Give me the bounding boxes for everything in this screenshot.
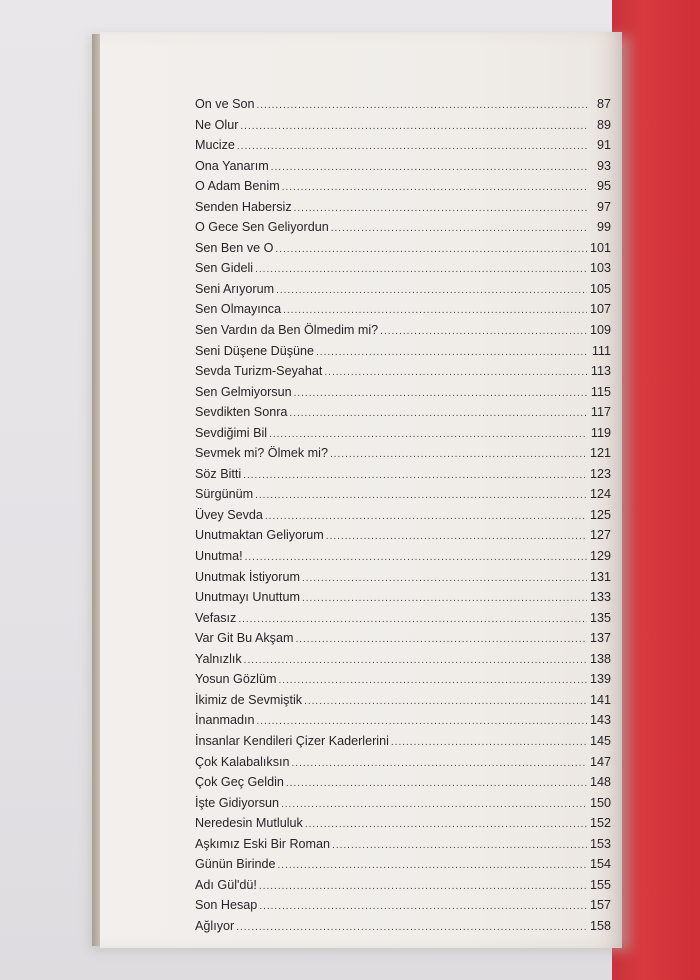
toc-leader-dots xyxy=(236,918,587,939)
toc-entry xyxy=(195,628,611,649)
toc-entry-page-number: 148 xyxy=(589,775,611,790)
toc-entry-page-number: 147 xyxy=(589,754,611,769)
toc-leader-dots xyxy=(282,178,587,199)
toc-leader-dots xyxy=(302,569,587,590)
toc-entry xyxy=(195,546,611,567)
toc-entry-page-number: 101 xyxy=(589,240,611,255)
toc-entry-title: İşte Gidiyorsun xyxy=(195,795,279,810)
toc-entry xyxy=(195,608,611,629)
toc-entry xyxy=(195,341,611,362)
toc-entry-page-number: 119 xyxy=(590,425,611,440)
toc-entry-title: Sen Gideli xyxy=(195,261,254,276)
toc-leader-dots xyxy=(276,281,587,302)
toc-entry-title: Unutmak İstiyorum xyxy=(195,569,300,584)
toc-entry-page-number: 113 xyxy=(590,364,611,379)
toc-leader-dots xyxy=(255,486,587,507)
toc-entry-page-number: 141 xyxy=(589,692,611,707)
toc-leader-dots xyxy=(391,733,587,754)
toc-entry-page-number: 135 xyxy=(589,610,611,625)
toc-entry-page-number: 150 xyxy=(589,795,611,810)
toc-entry-title: Yosun Gözlüm xyxy=(195,672,277,687)
toc-entry-title: Üvey Sevda xyxy=(195,507,263,522)
toc-entry-page-number: 153 xyxy=(589,836,611,851)
toc-entry xyxy=(195,834,611,855)
toc-entry-page-number: 145 xyxy=(589,733,611,748)
toc-entry-page-number: 103 xyxy=(589,261,611,276)
toc-leader-dots xyxy=(332,836,587,857)
toc-leader-dots xyxy=(275,240,587,261)
toc-entry-title: Ağlıyor xyxy=(195,918,235,933)
toc-entry xyxy=(195,752,611,773)
toc-entry xyxy=(195,320,611,341)
toc-entry-title: Neredesin Mutluluk xyxy=(195,816,303,831)
toc-entry-title: Aşkımız Eski Bir Roman xyxy=(195,836,331,851)
toc-entry-title: Ne Olur xyxy=(195,117,239,132)
toc-entry xyxy=(195,669,611,690)
toc-entry xyxy=(195,217,611,238)
toc-entry-page-number: 157 xyxy=(589,898,611,913)
toc-leader-dots xyxy=(294,384,587,405)
toc-leader-dots xyxy=(302,589,587,610)
toc-entry xyxy=(195,916,611,937)
toc-entry-page-number: 124 xyxy=(589,487,611,502)
toc-entry-page-number: 99 xyxy=(596,220,611,235)
table-of-contents xyxy=(195,94,611,936)
toc-entry-page-number: 133 xyxy=(589,590,611,605)
toc-entry-page-number: 89 xyxy=(596,117,611,132)
toc-leader-dots xyxy=(281,795,587,816)
toc-leader-dots xyxy=(283,301,587,322)
toc-entry xyxy=(195,156,611,177)
toc-entry-page-number: 127 xyxy=(589,528,611,543)
toc-entry xyxy=(195,710,611,731)
toc-entry-page-number: 155 xyxy=(589,877,611,892)
toc-entry xyxy=(195,649,611,670)
toc-leader-dots xyxy=(289,404,587,425)
toc-entry xyxy=(195,258,611,279)
toc-leader-dots xyxy=(237,137,587,158)
toc-leader-dots xyxy=(380,322,587,343)
toc-entry-page-number: 97 xyxy=(596,199,611,214)
toc-entry xyxy=(195,197,611,218)
toc-entry-page-number: 139 xyxy=(589,672,611,687)
toc-leader-dots xyxy=(243,466,587,487)
toc-leader-dots xyxy=(240,117,587,138)
toc-entry xyxy=(195,793,611,814)
toc-entry-title: Ona Yanarım xyxy=(195,158,269,173)
toc-entry-title: Çok Kalabalıksın xyxy=(195,754,290,769)
toc-entry-title: Seni Düşene Düşüne xyxy=(195,343,315,358)
toc-entry-page-number: 115 xyxy=(590,384,611,399)
toc-leader-dots xyxy=(295,630,587,651)
toc-leader-dots xyxy=(324,363,587,384)
toc-entry-title: Unutmaktan Geliyorum xyxy=(195,528,324,543)
toc-leader-dots xyxy=(292,754,587,775)
toc-entry-title: Sevmek mi? Ölmek mi? xyxy=(195,446,328,461)
toc-leader-dots xyxy=(330,445,587,466)
toc-entry-page-number: 107 xyxy=(589,302,611,317)
toc-entry-page-number: 152 xyxy=(589,816,611,831)
toc-entry-title: Var Git Bu Akşam xyxy=(195,631,294,646)
toc-entry-title: Çok Geç Geldin xyxy=(195,775,284,790)
toc-entry-page-number: 143 xyxy=(589,713,611,728)
toc-entry-title: Sen Ben ve O xyxy=(195,240,274,255)
toc-entry-title: Unutma! xyxy=(195,549,243,564)
toc-entry-page-number: 95 xyxy=(596,179,611,194)
toc-leader-dots xyxy=(278,856,587,877)
toc-leader-dots xyxy=(245,548,587,569)
toc-entry-page-number: 158 xyxy=(589,918,611,933)
toc-entry xyxy=(195,423,611,444)
toc-leader-dots xyxy=(271,158,587,179)
toc-entry-page-number: 137 xyxy=(589,631,611,646)
toc-entry xyxy=(195,484,611,505)
toc-leader-dots xyxy=(326,527,587,548)
toc-entry-title: Sevda Turizm-Seyahat xyxy=(195,364,323,379)
toc-entry-title: Sevdiğimi Bil xyxy=(195,425,268,440)
toc-leader-dots xyxy=(257,712,587,733)
toc-entry xyxy=(195,238,611,259)
toc-entry xyxy=(195,464,611,485)
toc-entry-title: O Adam Benim xyxy=(195,179,280,194)
toc-leader-dots xyxy=(255,260,587,281)
toc-entry xyxy=(195,813,611,834)
toc-entry xyxy=(195,587,611,608)
toc-leader-dots xyxy=(259,877,587,898)
toc-leader-dots xyxy=(244,651,587,672)
toc-entry-page-number: 129 xyxy=(589,549,611,564)
toc-entry-page-number: 93 xyxy=(596,158,611,173)
toc-entry-page-number: 131 xyxy=(589,569,611,584)
toc-entry-title: Unutmayı Unuttum xyxy=(195,590,300,605)
toc-entry-page-number: 154 xyxy=(589,857,611,872)
toc-entry-title: Sevdikten Sonra xyxy=(195,405,288,420)
toc-entry-title: Sen Gelmiyorsun xyxy=(195,384,292,399)
toc-entry xyxy=(195,402,611,423)
toc-entry xyxy=(195,176,611,197)
toc-leader-dots xyxy=(278,671,587,692)
toc-entry xyxy=(195,361,611,382)
toc-entry-title: İkimiz de Sevmiştik xyxy=(195,692,303,707)
toc-entry-title: Vefasız xyxy=(195,610,237,625)
toc-entry-title: O Gece Sen Geliyordun xyxy=(195,220,329,235)
toc-entry xyxy=(195,299,611,320)
toc-leader-dots xyxy=(269,425,587,446)
toc-leader-dots xyxy=(238,610,587,631)
toc-entry-title: Söz Bitti xyxy=(195,466,242,481)
toc-entry xyxy=(195,525,611,546)
toc-entry xyxy=(195,567,611,588)
toc-leader-dots xyxy=(265,507,587,528)
toc-leader-dots xyxy=(257,96,587,117)
toc-entry-title: İnsanlar Kendileri Çizer Kaderlerini xyxy=(195,733,389,748)
toc-entry-title: Günün Birinde xyxy=(195,857,276,872)
toc-entry-title: Seni Arıyorum xyxy=(195,281,275,296)
toc-entry xyxy=(195,443,611,464)
toc-entry-title: Son Hesap xyxy=(195,898,258,913)
toc-entry xyxy=(195,94,611,115)
toc-entry-page-number: 87 xyxy=(596,97,611,111)
toc-entry-title: İnanmadın xyxy=(195,713,255,728)
toc-entry xyxy=(195,115,611,136)
toc-entry xyxy=(195,875,611,896)
toc-entry-title: Mucize xyxy=(195,138,235,153)
toc-entry-title: Yalnızlık xyxy=(195,651,242,666)
toc-entry xyxy=(195,895,611,916)
toc-leader-dots xyxy=(304,692,587,713)
toc-entry xyxy=(195,135,611,156)
toc-leader-dots xyxy=(294,199,587,220)
toc-entry-title: On ve Son xyxy=(195,97,255,111)
toc-entry-page-number: 138 xyxy=(589,651,611,666)
toc-leader-dots xyxy=(305,815,587,836)
toc-entry xyxy=(195,731,611,752)
toc-entry-page-number: 117 xyxy=(590,405,611,420)
toc-entry-page-number: 111 xyxy=(591,343,611,358)
toc-entry-page-number: 123 xyxy=(589,466,611,481)
toc-entry-title: Sen Vardın da Ben Ölmedim mi? xyxy=(195,323,379,338)
toc-entry xyxy=(195,690,611,711)
toc-entry-page-number: 105 xyxy=(589,281,611,296)
toc-entry-title: Sen Olmayınca xyxy=(195,302,282,317)
toc-entry-page-number: 125 xyxy=(589,507,611,522)
toc-entry xyxy=(195,772,611,793)
toc-entry-title: Senden Habersiz xyxy=(195,199,292,214)
toc-entry xyxy=(195,382,611,403)
toc-leader-dots xyxy=(316,343,587,364)
toc-entry-title: Sürgünüm xyxy=(195,487,254,502)
toc-leader-dots xyxy=(286,774,587,795)
toc-entry xyxy=(195,279,611,300)
toc-leader-dots xyxy=(259,897,587,918)
toc-entry-page-number: 109 xyxy=(589,323,611,338)
toc-leader-dots xyxy=(331,219,587,240)
toc-entry xyxy=(195,505,611,526)
toc-entry-page-number: 121 xyxy=(589,446,611,461)
toc-entry-title: Adı Gül'dü! xyxy=(195,877,257,892)
toc-entry-page-number: 91 xyxy=(596,138,611,153)
toc-entry xyxy=(195,854,611,875)
